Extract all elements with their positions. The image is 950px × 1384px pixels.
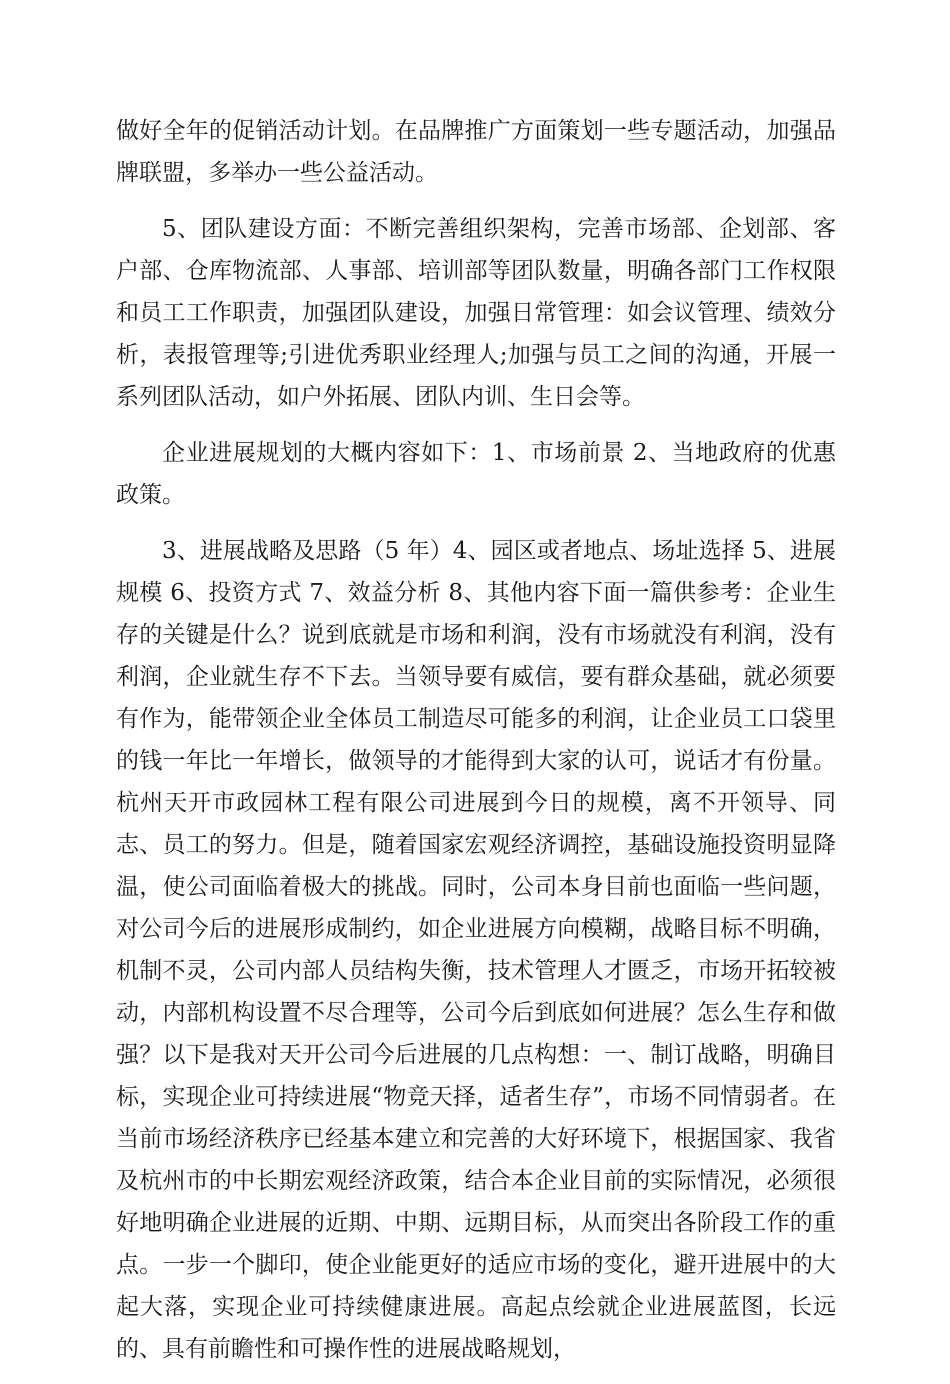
paragraph-team-building: 5、团队建设方面：不断完善组织架构，完善市场部、企划部、客户部、仓库物流部、人事部、培训部等团队数量，明确各部门工作权限和员工工作职责，加强团队建设，加强日常管理：如会议管理、绩效分析，表报管理等;引进优秀职业经理人;加强与员工之间的沟通，开展一系列团队活动，如户外拓展、团队内训、生日会等。 xyxy=(116,216,836,410)
paragraph-plan-outline: 企业进展规划的大概内容如下：1、市场前景 2、当地政府的优惠政策。 xyxy=(116,440,836,508)
paragraph-promotion: 做好全年的促销活动计划。在品牌推广方面策划一些专题活动，加强品牌联盟，多举办一些公益活动。 xyxy=(116,118,836,186)
paragraph-strategy: 3、进展战略及思路（5 年）4、园区或者地点、场址选择 5、进展规模 6、投资方式 7、效益分析 8、其他内容下面一篇供参考：企业生存的关键是什么？说到底就是市场和利润，没有市场就没有利润，没有利润，企业就生存不下去。当领导要有威信，要有群众基础，就必须要有作为，能带领企业全体员工制造尽可能多的利润，让企业员工口袋里的钱一年比一年增长，做领导的才能得到大家的认可，说话才有份量。杭州天开市政园林工程有限公司进展到今日的规模，离不开领导、同志、员工的努力。但是，随着国家宏观经济调控，基础设施投资明显降温，使公司面临着极大的挑战。同时，公司本身目前也面临一些问题，对公司今后的进展形成制约，如企业进展方向模糊，战略目标不明确，机制不灵，公司内部人员结构失衡，技术管理人才匮乏，市场开拓较被动，内部机构设置不尽合理等，公司今后到底如何进展？怎么生存和做强？以下是我对天开公司今后进展的几点构想：一、制订战略，明确目标，实现企业可持续进展“物竞天择，适者生存”，市场不同情弱者。在当前市场经济秩序已经基本建立和完善的大好环境下，根据国家、我省及杭州市的中长期宏观经济政策，结合本企业目前的实际情况，必须很好地明确企业进展的近期、中期、远期目标，从而突出各阶段工作的重点。一步一个脚印，使企业能更好的适应市场的变化，避开进展中的大起大落，实现企业可持续健康进展。高起点绘就企业进展蓝图，长远的、具有前瞻性和可操作性的进展战略规划， xyxy=(116,538,836,1362)
document-body xyxy=(116,110,836,1384)
